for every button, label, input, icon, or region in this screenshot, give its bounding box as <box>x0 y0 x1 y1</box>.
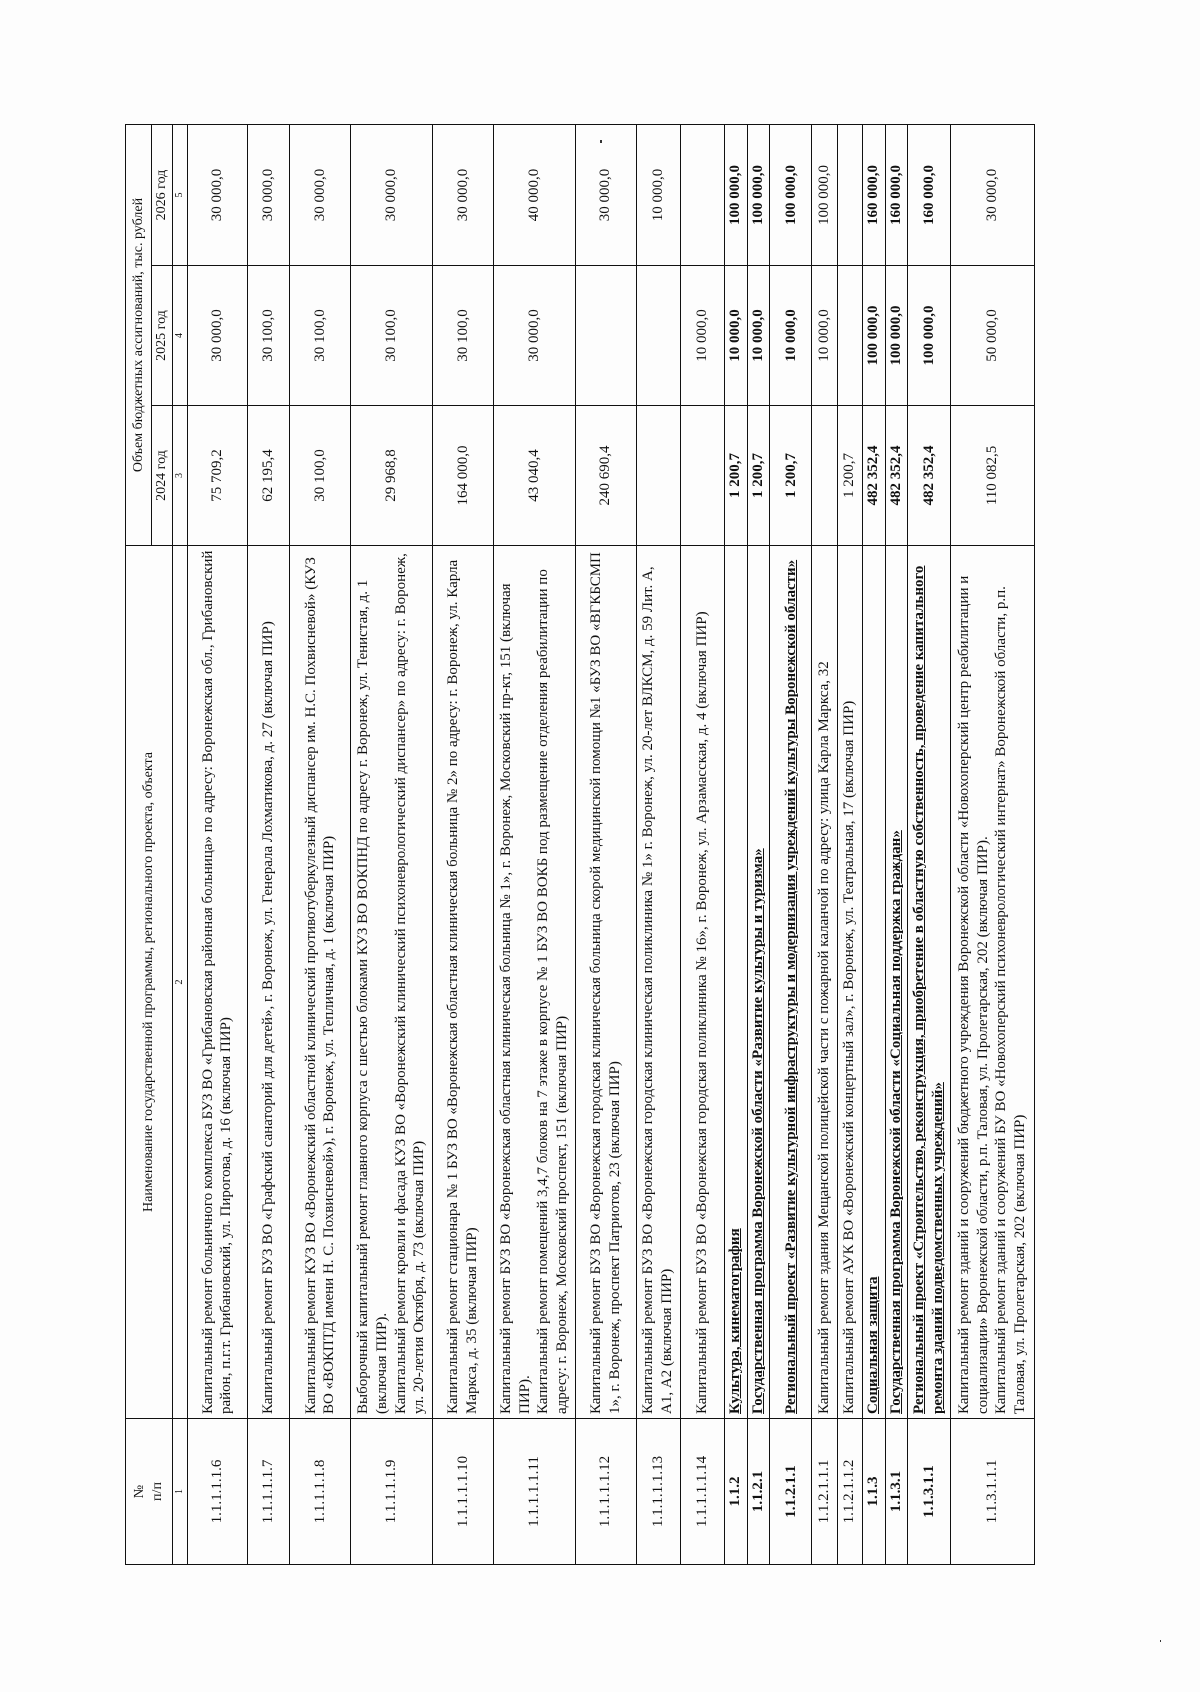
table-row <box>812 124 837 1564</box>
row-value-2026: 30 000,0 <box>575 124 636 265</box>
row-name: Государственная программа Воронежской области «Социальная поддержка граждан» <box>885 546 908 1419</box>
table-row <box>770 124 812 1564</box>
row-name: Капитальный ремонт БУЗ ВО «Воронежская областная клиническая больница № 1», г. Воронеж, Московский пр-кт, 151 (включая ПИР). Капитальный ремонт помещений 3,4,7 блоков на 7 этаже в корпусе № 1 БУЗ ВО ВОКБ под размещение отделения реабилитации по адресу: г. Воронеж, Московский проспект, 151 (включая ПИР) <box>493 546 575 1419</box>
column-number-4: 4 <box>172 266 187 406</box>
row-value-2024: 43 040,4 <box>493 406 575 546</box>
row-value-2025: 30 100,0 <box>248 266 290 406</box>
table-row <box>950 124 1034 1564</box>
row-name: Региональный проект «Развитие культурной инфраструктуры и модернизация учреждений культуры Воронежской области» <box>770 546 812 1419</box>
header-year-2025: 2025 год <box>152 266 173 406</box>
row-value-2026: 160 000,0 <box>862 124 885 265</box>
table-row <box>493 124 575 1564</box>
row-value-2024: 75 709,2 <box>187 406 248 546</box>
row-code: 1.1.3.1.1.1 <box>950 1419 1034 1565</box>
row-value-2025: 30 100,0 <box>433 266 494 406</box>
row-value-2025: 10 000,0 <box>680 266 724 406</box>
row-code: 1.1.3.1.1 <box>908 1419 951 1565</box>
row-value-2025: 30 000,0 <box>493 266 575 406</box>
table-row <box>575 124 636 1564</box>
row-value-2024: 164 000,0 <box>433 406 494 546</box>
row-value-2026: 100 000,0 <box>724 124 747 265</box>
row-name: Капитальный ремонт больничного комплекса БУЗ ВО «Грибановская районная больница» по адресу: Воронежская обл., Грибановский район, п.г.т. Грибановский, ул. Пирогова, д. 16 (включая ПИР) <box>187 546 248 1419</box>
row-code: 1.1.1.1.1.8 <box>290 1419 351 1565</box>
budget-table <box>125 124 1035 1565</box>
row-value-2025: 100 000,0 <box>885 266 908 406</box>
column-number-3: 3 <box>172 406 187 546</box>
row-code: 1.1.3 <box>862 1419 885 1565</box>
row-code: 1.1.2 <box>724 1419 747 1565</box>
row-value-2026: 30 000,0 <box>950 124 1034 265</box>
row-code: 1.1.2.1 <box>747 1419 770 1565</box>
header-budget: Объем бюджетных ассигнований, тыс. рублей <box>126 124 152 545</box>
row-value-2025 <box>575 266 636 406</box>
row-value-2024: 482 352,4 <box>885 406 908 546</box>
scan-speck <box>1160 1640 1161 1642</box>
row-value-2026: 30 000,0 <box>433 124 494 265</box>
row-value-2026: 30 000,0 <box>187 124 248 265</box>
row-value-2024: 240 690,4 <box>575 406 636 546</box>
table-row <box>433 124 494 1564</box>
row-value-2026: 160 000,0 <box>885 124 908 265</box>
row-value-2026: 40 000,0 <box>493 124 575 265</box>
row-value-2025: 30 100,0 <box>290 266 351 406</box>
row-value-2026: 100 000,0 <box>747 124 770 265</box>
row-value-2024: 29 968,8 <box>351 406 433 546</box>
column-number-5: 5 <box>172 124 187 265</box>
table-row <box>351 124 433 1564</box>
row-value-2026: 30 000,0 <box>248 124 290 265</box>
row-value-2026: 100 000,0 <box>770 124 812 265</box>
row-value-2024: 110 082,5 <box>950 406 1034 546</box>
row-value-2025: 10 000,0 <box>770 266 812 406</box>
row-name: Выборочный капитальный ремонт главного корпуса с шестью блоками КУЗ ВО ВОКПНД по адресу г. Воронеж, ул. Тенистая, д. 1 (включая ПИР). Капитальный ремонт кровли и фасада КУЗ ВО «Воронежский клинический психоневрологический диспансер» по адресу: г. Воронеж, ул. 20-летия Октября, д. 73 (включая ПИР) <box>351 546 433 1419</box>
row-code: 1.1.2.1.1.1 <box>812 1419 837 1565</box>
row-value-2024 <box>680 406 724 546</box>
table-row <box>290 124 351 1564</box>
row-code: 1.1.2.1.1.2 <box>837 1419 862 1565</box>
row-value-2026 <box>680 124 724 265</box>
row-value-2024 <box>812 406 837 546</box>
row-name: Капитальный ремонт БУЗ ВО «Воронежская городская клиническая поликлиника № 1» г. Воронеж, ул. 20-лет ВЛКСМ, д. 59 Лит. А, А1, А2 (включая ПИР) <box>636 546 680 1419</box>
row-value-2025: 10 000,0 <box>812 266 837 406</box>
header-year-2026: 2026 год <box>152 124 173 265</box>
table-row <box>885 124 908 1564</box>
header-name: Наименование государственной программы, регионального проекта, объекта <box>126 546 173 1419</box>
row-value-2025: 10 000,0 <box>724 266 747 406</box>
row-name: Капитальный ремонт здания Мещанской полицейской части с пожарной каланчой по адресу: улица Карла Маркса, 32 <box>812 546 837 1419</box>
row-value-2025 <box>636 266 680 406</box>
table-row <box>908 124 951 1564</box>
row-code: 1.1.2.1.1 <box>770 1419 812 1565</box>
row-name: Государственная программа Воронежской области «Развитие культуры и туризма» <box>747 546 770 1419</box>
row-code: 1.1.1.1.1.13 <box>636 1419 680 1565</box>
table-row <box>862 124 885 1564</box>
row-name: Капитальный ремонт стационара № 1 БУЗ ВО «Воронежская областная клиническая больница № 2» по адресу: г. Воронеж, ул. Карла Маркса, д. 35 (включая ПИР) <box>433 546 494 1419</box>
row-value-2025: 10 000,0 <box>747 266 770 406</box>
row-code: 1.1.1.1.1.6 <box>187 1419 248 1565</box>
row-code: 1.1.1.1.1.7 <box>248 1419 290 1565</box>
row-value-2025: 100 000,0 <box>908 266 951 406</box>
table-row <box>636 124 680 1564</box>
row-value-2024: 1 200,7 <box>724 406 747 546</box>
row-name: Региональный проект «Строительство, реконструкция, приобретение в областную собственность, проведение капитального ремонта зданий подведомственных учреждений» <box>908 546 951 1419</box>
row-value-2026: 30 000,0 <box>290 124 351 265</box>
row-value-2024: 482 352,4 <box>862 406 885 546</box>
table-row <box>187 124 248 1564</box>
row-value-2025 <box>837 266 862 406</box>
header-number: № п/п <box>126 1419 173 1565</box>
row-value-2026: 100 000,0 <box>812 124 837 265</box>
row-value-2026 <box>837 124 862 265</box>
row-value-2024: 1 200,7 <box>747 406 770 546</box>
row-value-2026: 10 000,0 <box>636 124 680 265</box>
table-row <box>837 124 862 1564</box>
table-row <box>680 124 724 1564</box>
row-value-2025: 30 100,0 <box>351 266 433 406</box>
row-code: 1.1.1.1.1.12 <box>575 1419 636 1565</box>
row-code: 1.1.3.1 <box>885 1419 908 1565</box>
table-row <box>724 124 747 1564</box>
column-number-1: 1 <box>172 1419 187 1565</box>
row-code: 1.1.1.1.1.9 <box>351 1419 433 1565</box>
row-value-2024: 482 352,4 <box>908 406 951 546</box>
table-header-row <box>126 124 152 1564</box>
row-name: Капитальный ремонт БУЗ ВО «Воронежская городская клиническая больница скорой медицинской помощи №1 «БУЗ ВО «ВГКБСМП 1», г. Воронеж, проспект Патриотов, 23 (включая ПИР) <box>575 546 636 1419</box>
row-name: Капитальный ремонт АУК ВО «Воронежский концертный зал», г. Воронеж, ул. Театральная, 17 (включая ПИР) <box>837 546 862 1419</box>
table-column-numbers-row <box>172 124 187 1564</box>
row-value-2024: 1 200,7 <box>837 406 862 546</box>
row-name: Капитальный ремонт БУЗ ВО «Графский санаторий для детей», г. Воронеж, ул. Генерала Лохматикова, д. 27 (включая ПИР) <box>248 546 290 1419</box>
row-value-2025: 50 000,0 <box>950 266 1034 406</box>
table-row <box>248 124 290 1564</box>
row-code: 1.1.1.1.1.10 <box>433 1419 494 1565</box>
row-value-2025: 100 000,0 <box>862 266 885 406</box>
row-name: Капитальный ремонт зданий и сооружений бюджетного учреждения Воронежской области «Новохоперский центр реабилитации и социализации» Воронежской области, р.п. Таловая, ул. Пролетарская, 202 (включая ПИР). Капитальный ремонт зданий и сооружений БУ ВО «Новохоперский психоневрологический интернат» Воронежской области, р.п. Таловая, ул. Пролетарская, 202 (включая ПИР) <box>950 546 1034 1419</box>
column-number-2: 2 <box>172 546 187 1419</box>
row-name: Культура, кинематография <box>724 546 747 1419</box>
row-code: 1.1.1.1.1.11 <box>493 1419 575 1565</box>
row-value-2026: 160 000,0 <box>908 124 951 265</box>
header-year-2024: 2024 год <box>152 406 173 546</box>
row-value-2024 <box>636 406 680 546</box>
row-value-2025: 30 000,0 <box>187 266 248 406</box>
row-name: Капитальный ремонт БУЗ ВО «Воронежская городская поликлиника № 16», г. Воронеж, ул. Арзамасская, д. 4 (включая ПИР) <box>680 546 724 1419</box>
rotated-table-container <box>125 125 1035 1565</box>
table-body <box>187 124 1035 1564</box>
row-value-2026: 30 000,0 <box>351 124 433 265</box>
row-name: Социальная защита <box>862 546 885 1419</box>
row-code: 1.1.1.1.1.14 <box>680 1419 724 1565</box>
table-row <box>747 124 770 1564</box>
row-value-2024: 1 200,7 <box>770 406 812 546</box>
row-value-2024: 30 100,0 <box>290 406 351 546</box>
row-name: Капитальный ремонт КУЗ ВО «Воронежский областной клинический противотуберкулезный диспансер им. Н.С. Похвисневой» (КУЗ ВО «ВОКПТД имени Н. С. Похвисневой»), г. Воронеж, ул. Тепличная, д. 1 (включая ПИР) <box>290 546 351 1419</box>
row-value-2024: 62 195,4 <box>248 406 290 546</box>
